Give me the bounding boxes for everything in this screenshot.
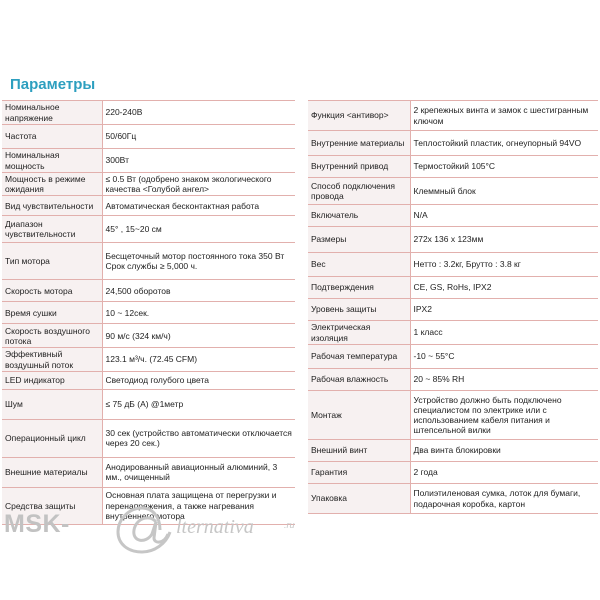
- param-value: Основная плата защищена от перегрузки и перенапряжения, а также нагревания внутреннего мотора: [102, 487, 295, 524]
- watermark-domain: .ru: [284, 520, 295, 530]
- table-row: [308, 101, 598, 131]
- table-row: [2, 302, 295, 324]
- param-value: N/A: [410, 205, 598, 227]
- param-label: Операционный цикл: [2, 419, 102, 457]
- param-label: Подтверждения: [308, 277, 410, 299]
- param-label: LED индикатор: [2, 371, 102, 389]
- table-row: [308, 440, 598, 462]
- param-value: Автоматическая бесконтактная работа: [102, 196, 295, 216]
- table-row: [308, 369, 598, 391]
- param-label: Электрическая изоляция: [308, 321, 410, 345]
- param-label: Мощность в режиме ожидания: [2, 173, 102, 196]
- param-label: Тип мотора: [2, 243, 102, 280]
- param-value: Нетто : 3.2кг, Брутто : 3.8 кг: [410, 253, 598, 277]
- param-value: 123.1 м³/ч. (72.45 CFM): [102, 348, 295, 371]
- param-label: Вес: [308, 253, 410, 277]
- param-value: Два винта блокировки: [410, 440, 598, 462]
- param-label: Внешний винт: [308, 440, 410, 462]
- param-label: Частота: [2, 125, 102, 149]
- table-row: [2, 324, 295, 348]
- table-row: [2, 196, 295, 216]
- param-label: Диапазон чувствительности: [2, 216, 102, 243]
- param-value: IPX2: [410, 299, 598, 321]
- table-row: [2, 125, 295, 149]
- param-label: Включатель: [308, 205, 410, 227]
- table-row: [308, 321, 598, 345]
- param-label: Время сушки: [2, 302, 102, 324]
- param-value: CE, GS, RoHs, IPX2: [410, 277, 598, 299]
- table-row: [2, 216, 295, 243]
- table-row: [308, 484, 598, 514]
- param-value: Устройство должно быть подключено специалистом по электрике или с использованием кабеля питания и штепсельной вилки: [410, 391, 598, 440]
- param-label: Номинальное напряжение: [2, 101, 102, 125]
- param-value: Бесщеточный мотор постоянного тока 350 Вт Срок службы ≥ 5,000 ч.: [102, 243, 295, 280]
- param-label: Средства защиты: [2, 487, 102, 524]
- at-sign-icon: [112, 500, 182, 556]
- param-value: 45° , 15~20 см: [102, 216, 295, 243]
- table-row: [308, 277, 598, 299]
- param-label: Размеры: [308, 227, 410, 253]
- table-row: [2, 149, 295, 173]
- table-row: [308, 345, 598, 369]
- param-label: Упаковка: [308, 484, 410, 514]
- param-value: 50/60Гц: [102, 125, 295, 149]
- param-label: Способ подключения провода: [308, 178, 410, 205]
- param-label: Монтаж: [308, 391, 410, 440]
- param-label: Внутренние материалы: [308, 131, 410, 156]
- param-value: 30 сек (устройство автоматически отключается через 20 сек.): [102, 419, 295, 457]
- table-row: [2, 348, 295, 371]
- param-label: Рабочая температура: [308, 345, 410, 369]
- table-row: [308, 227, 598, 253]
- param-label: Внешние материалы: [2, 457, 102, 487]
- table-row: [308, 462, 598, 484]
- table-row: [308, 178, 598, 205]
- param-value: 2 крепежных винта и замок с шестигранным ключом: [410, 101, 598, 131]
- param-label: Рабочая влажность: [308, 369, 410, 391]
- param-value: Светодиод голубого цвета: [102, 371, 295, 389]
- param-value: Анодированный авиационный алюминий, 3 мм., очищенный: [102, 457, 295, 487]
- param-label: Шум: [2, 389, 102, 419]
- param-value: 220-240В: [102, 101, 295, 125]
- table-row: [2, 173, 295, 196]
- param-value: 24,500 оборотов: [102, 280, 295, 302]
- table-row: [2, 243, 295, 280]
- table-row: [308, 253, 598, 277]
- page-title: Параметры: [10, 76, 96, 93]
- parameters-table-right: [308, 100, 598, 514]
- param-label: Скорость воздушного потока: [2, 324, 102, 348]
- param-value: -10 ~ 55°C: [410, 345, 598, 369]
- param-value: 1 класс: [410, 321, 598, 345]
- param-value: 90 м/с (324 км/ч): [102, 324, 295, 348]
- param-value: 2 года: [410, 462, 598, 484]
- param-label: Внутренний привод: [308, 156, 410, 178]
- table-row: [2, 389, 295, 419]
- param-value: ≤ 0.5 Вт (одобрено знаком экологического качества <Голубой ангел>: [102, 173, 295, 196]
- table-row: [2, 419, 295, 457]
- table-row: [308, 205, 598, 227]
- param-value: 272x 136 x 123мм: [410, 227, 598, 253]
- watermark-tail: lternativa: [176, 516, 254, 538]
- param-label: Гарантия: [308, 462, 410, 484]
- param-value: Термостойкий 105°C: [410, 156, 598, 178]
- param-value: Клеммный блок: [410, 178, 598, 205]
- table-row: [2, 101, 295, 125]
- param-label: Уровень защиты: [308, 299, 410, 321]
- param-value: 300Вт: [102, 149, 295, 173]
- param-value: 10 ~ 12сек.: [102, 302, 295, 324]
- param-label: Номинальная мощность: [2, 149, 102, 173]
- param-value: ≤ 75 дБ (A) @1метр: [102, 389, 295, 419]
- table-row: [308, 299, 598, 321]
- table-row: [2, 371, 295, 389]
- param-label: Скорость мотора: [2, 280, 102, 302]
- table-row: [2, 457, 295, 487]
- table-row: [308, 391, 598, 440]
- table-row: [308, 156, 598, 178]
- param-value: 20 ~ 85% RH: [410, 369, 598, 391]
- table-row: [2, 280, 295, 302]
- param-label: Вид чувствительности: [2, 196, 102, 216]
- param-label: Функция <антивор>: [308, 101, 410, 131]
- param-value: Теплостойкий пластик, огнеупорный 94VO: [410, 131, 598, 156]
- table-row: [308, 131, 598, 156]
- param-label: Эффективный воздушный поток: [2, 348, 102, 371]
- param-value: Полиэтиленовая сумка, лоток для бумаги, подарочная коробка, картон: [410, 484, 598, 514]
- parameters-table-left: [2, 100, 295, 525]
- watermark-brand: MSK-: [4, 510, 70, 538]
